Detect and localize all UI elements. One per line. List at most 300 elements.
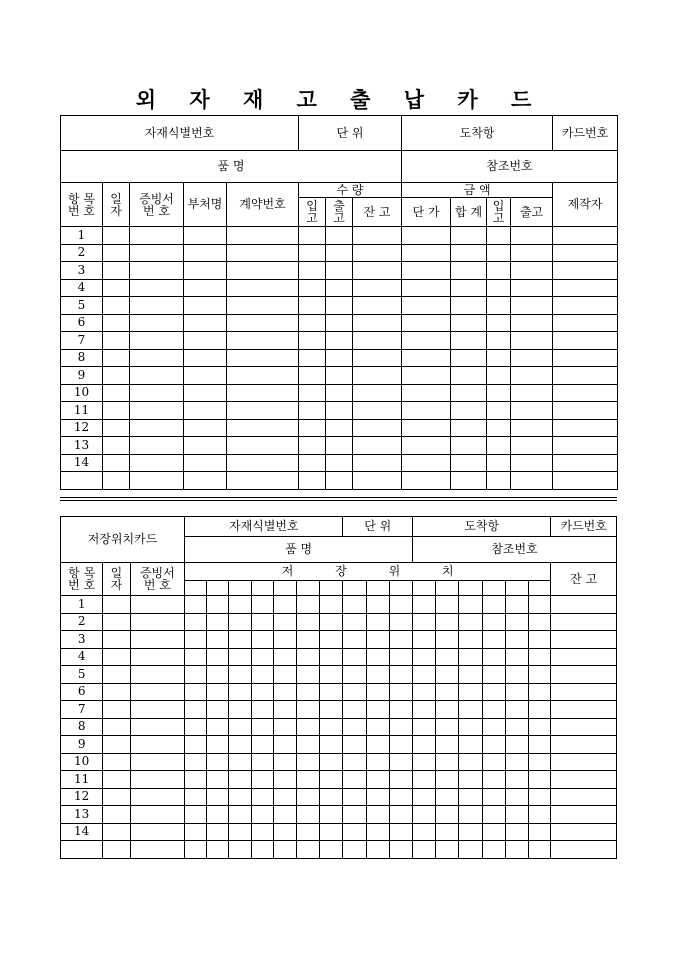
- entry-cell[interactable]: [402, 279, 451, 297]
- entry-cell[interactable]: [389, 718, 412, 736]
- entry-cell[interactable]: [130, 402, 184, 420]
- entry-cell[interactable]: [505, 788, 528, 806]
- entry-cell[interactable]: [130, 718, 184, 736]
- entry-cell[interactable]: [184, 227, 227, 245]
- entry-cell[interactable]: [436, 841, 459, 859]
- entry-cell[interactable]: [529, 823, 551, 841]
- entry-cell[interactable]: [482, 823, 505, 841]
- entry-cell[interactable]: [130, 823, 184, 841]
- entry-cell[interactable]: [207, 771, 229, 789]
- entry-cell[interactable]: [343, 701, 366, 719]
- entry-cell[interactable]: [487, 384, 511, 402]
- entry-cell[interactable]: [353, 244, 402, 262]
- entry-cell[interactable]: [511, 244, 553, 262]
- entry-cell[interactable]: [103, 384, 130, 402]
- entry-cell[interactable]: [505, 718, 528, 736]
- entry-cell[interactable]: [299, 367, 326, 385]
- entry-cell[interactable]: [451, 472, 487, 490]
- entry-cell[interactable]: [227, 244, 299, 262]
- entry-cell[interactable]: [297, 596, 320, 614]
- entry-cell[interactable]: [251, 841, 273, 859]
- entry-cell[interactable]: [184, 472, 227, 490]
- entry-cell[interactable]: [326, 227, 353, 245]
- entry-cell[interactable]: [389, 648, 412, 666]
- entry-cell[interactable]: [551, 841, 617, 859]
- entry-cell[interactable]: [487, 262, 511, 280]
- entry-cell[interactable]: [326, 402, 353, 420]
- entry-cell[interactable]: [451, 297, 487, 315]
- entry-cell[interactable]: [343, 771, 366, 789]
- entry-cell[interactable]: [413, 771, 436, 789]
- entry-cell[interactable]: [482, 753, 505, 771]
- entry-cell[interactable]: [185, 648, 207, 666]
- entry-cell[interactable]: [229, 648, 251, 666]
- entry-cell[interactable]: [320, 613, 343, 631]
- entry-cell[interactable]: [130, 753, 184, 771]
- entry-cell[interactable]: [185, 771, 207, 789]
- entry-cell[interactable]: [436, 736, 459, 754]
- entry-cell[interactable]: [402, 419, 451, 437]
- entry-cell[interactable]: [343, 683, 366, 701]
- entry-cell[interactable]: [459, 771, 482, 789]
- entry-cell[interactable]: [229, 841, 251, 859]
- entry-cell[interactable]: [343, 613, 366, 631]
- entry-cell[interactable]: [229, 666, 251, 684]
- entry-cell[interactable]: [251, 596, 273, 614]
- entry-cell[interactable]: [553, 279, 618, 297]
- entry-cell[interactable]: [320, 631, 343, 649]
- entry-cell[interactable]: [297, 788, 320, 806]
- entry-cell[interactable]: [451, 349, 487, 367]
- entry-cell[interactable]: [413, 666, 436, 684]
- entry-cell[interactable]: [103, 648, 130, 666]
- entry-cell[interactable]: [482, 701, 505, 719]
- entry-cell[interactable]: [529, 648, 551, 666]
- entry-cell[interactable]: [103, 227, 130, 245]
- entry-cell[interactable]: [130, 349, 184, 367]
- entry-cell[interactable]: [413, 631, 436, 649]
- entry-cell[interactable]: [227, 402, 299, 420]
- entry-cell[interactable]: [227, 454, 299, 472]
- entry-cell[interactable]: [185, 613, 207, 631]
- entry-cell[interactable]: [459, 788, 482, 806]
- entry-cell[interactable]: [353, 262, 402, 280]
- entry-cell[interactable]: [451, 402, 487, 420]
- entry-cell[interactable]: [299, 297, 326, 315]
- entry-cell[interactable]: [413, 736, 436, 754]
- entry-cell[interactable]: [273, 771, 296, 789]
- entry-cell[interactable]: [451, 314, 487, 332]
- entry-cell[interactable]: [103, 683, 130, 701]
- entry-cell[interactable]: [505, 613, 528, 631]
- entry-cell[interactable]: [459, 701, 482, 719]
- entry-cell[interactable]: [487, 454, 511, 472]
- entry-cell[interactable]: [451, 244, 487, 262]
- entry-cell[interactable]: [553, 349, 618, 367]
- entry-cell[interactable]: [185, 753, 207, 771]
- entry-cell[interactable]: [529, 806, 551, 824]
- entry-cell[interactable]: [505, 631, 528, 649]
- entry-cell[interactable]: [184, 419, 227, 437]
- entry-cell[interactable]: [553, 384, 618, 402]
- entry-cell[interactable]: [297, 631, 320, 649]
- entry-cell[interactable]: [227, 227, 299, 245]
- entry-cell[interactable]: [529, 841, 551, 859]
- entry-cell[interactable]: [326, 437, 353, 455]
- entry-cell[interactable]: [402, 367, 451, 385]
- entry-cell[interactable]: [482, 736, 505, 754]
- entry-cell[interactable]: [366, 753, 389, 771]
- entry-cell[interactable]: [251, 701, 273, 719]
- entry-cell[interactable]: [299, 244, 326, 262]
- entry-cell[interactable]: [487, 332, 511, 350]
- entry-cell[interactable]: [227, 384, 299, 402]
- entry-cell[interactable]: [353, 384, 402, 402]
- entry-cell[interactable]: [511, 227, 553, 245]
- entry-cell[interactable]: [402, 244, 451, 262]
- entry-cell[interactable]: [251, 666, 273, 684]
- entry-cell[interactable]: [487, 437, 511, 455]
- entry-cell[interactable]: [207, 683, 229, 701]
- entry-cell[interactable]: [103, 367, 130, 385]
- entry-cell[interactable]: [297, 613, 320, 631]
- entry-cell[interactable]: [185, 736, 207, 754]
- entry-cell[interactable]: [551, 753, 617, 771]
- entry-cell[interactable]: [459, 683, 482, 701]
- entry-cell[interactable]: [511, 297, 553, 315]
- entry-cell[interactable]: [103, 332, 130, 350]
- entry-cell[interactable]: [299, 437, 326, 455]
- entry-cell[interactable]: [320, 718, 343, 736]
- entry-cell[interactable]: [451, 262, 487, 280]
- entry-cell[interactable]: [297, 648, 320, 666]
- entry-cell[interactable]: [185, 806, 207, 824]
- entry-cell[interactable]: [482, 683, 505, 701]
- entry-cell[interactable]: [103, 718, 130, 736]
- entry-cell[interactable]: [227, 332, 299, 350]
- entry-cell[interactable]: [343, 841, 366, 859]
- entry-cell[interactable]: [511, 402, 553, 420]
- entry-cell[interactable]: [436, 718, 459, 736]
- entry-cell[interactable]: [436, 806, 459, 824]
- entry-cell[interactable]: [326, 332, 353, 350]
- entry-cell[interactable]: [551, 736, 617, 754]
- entry-cell[interactable]: [353, 454, 402, 472]
- entry-cell[interactable]: [273, 666, 296, 684]
- entry-cell[interactable]: [207, 736, 229, 754]
- entry-cell[interactable]: [130, 297, 184, 315]
- entry-cell[interactable]: [229, 753, 251, 771]
- entry-cell[interactable]: [273, 648, 296, 666]
- entry-cell[interactable]: [130, 771, 184, 789]
- entry-cell[interactable]: [459, 753, 482, 771]
- entry-cell[interactable]: [551, 788, 617, 806]
- entry-cell[interactable]: [227, 437, 299, 455]
- entry-cell[interactable]: [299, 402, 326, 420]
- entry-cell[interactable]: [402, 402, 451, 420]
- entry-cell[interactable]: [366, 648, 389, 666]
- entry-cell[interactable]: [103, 806, 130, 824]
- entry-cell[interactable]: [413, 701, 436, 719]
- entry-cell[interactable]: [366, 631, 389, 649]
- entry-cell[interactable]: [320, 736, 343, 754]
- entry-cell[interactable]: [326, 297, 353, 315]
- entry-cell[interactable]: [511, 454, 553, 472]
- entry-cell[interactable]: [529, 718, 551, 736]
- entry-cell[interactable]: [320, 666, 343, 684]
- entry-cell[interactable]: [273, 613, 296, 631]
- entry-cell[interactable]: [130, 648, 184, 666]
- entry-cell[interactable]: [511, 349, 553, 367]
- entry-cell[interactable]: [487, 402, 511, 420]
- entry-cell[interactable]: [130, 279, 184, 297]
- entry-cell[interactable]: [459, 806, 482, 824]
- entry-cell[interactable]: [413, 648, 436, 666]
- entry-cell[interactable]: [227, 349, 299, 367]
- entry-cell[interactable]: [326, 384, 353, 402]
- entry-cell[interactable]: [389, 841, 412, 859]
- entry-cell[interactable]: [130, 384, 184, 402]
- entry-cell[interactable]: [207, 823, 229, 841]
- entry-cell[interactable]: [436, 771, 459, 789]
- entry-cell[interactable]: [366, 841, 389, 859]
- entry-cell[interactable]: [273, 701, 296, 719]
- entry-cell[interactable]: [459, 648, 482, 666]
- entry-cell[interactable]: [103, 472, 130, 490]
- entry-cell[interactable]: [366, 736, 389, 754]
- entry-cell[interactable]: [299, 454, 326, 472]
- entry-cell[interactable]: [389, 666, 412, 684]
- entry-cell[interactable]: [436, 666, 459, 684]
- entry-cell[interactable]: [529, 736, 551, 754]
- entry-cell[interactable]: [251, 806, 273, 824]
- entry-cell[interactable]: [389, 753, 412, 771]
- entry-cell[interactable]: [402, 227, 451, 245]
- entry-cell[interactable]: [511, 419, 553, 437]
- entry-cell[interactable]: [184, 297, 227, 315]
- entry-cell[interactable]: [103, 666, 130, 684]
- entry-cell[interactable]: [402, 472, 451, 490]
- entry-cell[interactable]: [103, 753, 130, 771]
- entry-cell[interactable]: [553, 244, 618, 262]
- entry-cell[interactable]: [343, 596, 366, 614]
- entry-cell[interactable]: [487, 279, 511, 297]
- entry-cell[interactable]: [103, 262, 130, 280]
- entry-cell[interactable]: [366, 701, 389, 719]
- entry-cell[interactable]: [297, 806, 320, 824]
- entry-cell[interactable]: [343, 823, 366, 841]
- entry-cell[interactable]: [103, 841, 130, 859]
- entry-cell[interactable]: [487, 297, 511, 315]
- entry-cell[interactable]: [297, 841, 320, 859]
- entry-cell[interactable]: [273, 596, 296, 614]
- entry-cell[interactable]: [130, 841, 184, 859]
- entry-cell[interactable]: [529, 613, 551, 631]
- entry-cell[interactable]: [343, 753, 366, 771]
- entry-cell[interactable]: [482, 631, 505, 649]
- entry-cell[interactable]: [184, 262, 227, 280]
- entry-cell[interactable]: [297, 771, 320, 789]
- entry-cell[interactable]: [459, 666, 482, 684]
- entry-cell[interactable]: [389, 631, 412, 649]
- entry-cell[interactable]: [459, 613, 482, 631]
- entry-cell[interactable]: [103, 613, 130, 631]
- entry-cell[interactable]: [402, 314, 451, 332]
- entry-cell[interactable]: [553, 227, 618, 245]
- entry-cell[interactable]: [299, 472, 326, 490]
- entry-cell[interactable]: [482, 718, 505, 736]
- entry-cell[interactable]: [185, 631, 207, 649]
- entry-cell[interactable]: [511, 314, 553, 332]
- entry-cell[interactable]: [459, 841, 482, 859]
- entry-cell[interactable]: [389, 736, 412, 754]
- entry-cell[interactable]: [353, 349, 402, 367]
- entry-cell[interactable]: [551, 718, 617, 736]
- entry-cell[interactable]: [320, 806, 343, 824]
- entry-cell[interactable]: [299, 262, 326, 280]
- entry-cell[interactable]: [402, 297, 451, 315]
- entry-cell[interactable]: [207, 753, 229, 771]
- entry-cell[interactable]: [273, 631, 296, 649]
- entry-cell[interactable]: [505, 648, 528, 666]
- entry-cell[interactable]: [343, 631, 366, 649]
- entry-cell[interactable]: [103, 823, 130, 841]
- entry-cell[interactable]: [529, 771, 551, 789]
- entry-cell[interactable]: [413, 841, 436, 859]
- entry-cell[interactable]: [273, 788, 296, 806]
- entry-cell[interactable]: [366, 718, 389, 736]
- entry-cell[interactable]: [482, 613, 505, 631]
- entry-cell[interactable]: [229, 683, 251, 701]
- entry-cell[interactable]: [505, 806, 528, 824]
- entry-cell[interactable]: [529, 683, 551, 701]
- entry-cell[interactable]: [413, 596, 436, 614]
- entry-cell[interactable]: [553, 402, 618, 420]
- entry-cell[interactable]: [551, 701, 617, 719]
- entry-cell[interactable]: [229, 701, 251, 719]
- entry-cell[interactable]: [229, 788, 251, 806]
- entry-cell[interactable]: [297, 701, 320, 719]
- entry-cell[interactable]: [436, 753, 459, 771]
- entry-cell[interactable]: [185, 596, 207, 614]
- entry-cell[interactable]: [343, 666, 366, 684]
- entry-cell[interactable]: [299, 332, 326, 350]
- entry-cell[interactable]: [511, 472, 553, 490]
- entry-cell[interactable]: [207, 701, 229, 719]
- entry-cell[interactable]: [511, 384, 553, 402]
- entry-cell[interactable]: [353, 367, 402, 385]
- entry-cell[interactable]: [229, 806, 251, 824]
- entry-cell[interactable]: [130, 666, 184, 684]
- entry-cell[interactable]: [505, 736, 528, 754]
- entry-cell[interactable]: [436, 648, 459, 666]
- entry-cell[interactable]: [389, 701, 412, 719]
- entry-cell[interactable]: [103, 596, 130, 614]
- entry-cell[interactable]: [103, 279, 130, 297]
- entry-cell[interactable]: [326, 314, 353, 332]
- entry-cell[interactable]: [326, 262, 353, 280]
- entry-cell[interactable]: [297, 666, 320, 684]
- entry-cell[interactable]: [299, 227, 326, 245]
- entry-cell[interactable]: [482, 666, 505, 684]
- entry-cell[interactable]: [185, 701, 207, 719]
- entry-cell[interactable]: [103, 349, 130, 367]
- entry-cell[interactable]: [130, 454, 184, 472]
- entry-cell[interactable]: [553, 472, 618, 490]
- entry-cell[interactable]: [103, 244, 130, 262]
- entry-cell[interactable]: [185, 683, 207, 701]
- entry-cell[interactable]: [207, 806, 229, 824]
- entry-cell[interactable]: [130, 472, 184, 490]
- entry-cell[interactable]: [436, 596, 459, 614]
- entry-cell[interactable]: [227, 279, 299, 297]
- entry-cell[interactable]: [251, 648, 273, 666]
- entry-cell[interactable]: [353, 419, 402, 437]
- entry-cell[interactable]: [459, 631, 482, 649]
- entry-cell[interactable]: [551, 648, 617, 666]
- entry-cell[interactable]: [103, 736, 130, 754]
- entry-cell[interactable]: [320, 841, 343, 859]
- entry-cell[interactable]: [207, 631, 229, 649]
- entry-cell[interactable]: [103, 701, 130, 719]
- entry-cell[interactable]: [130, 701, 184, 719]
- entry-cell[interactable]: [130, 227, 184, 245]
- entry-cell[interactable]: [353, 279, 402, 297]
- entry-cell[interactable]: [459, 596, 482, 614]
- entry-cell[interactable]: [299, 419, 326, 437]
- entry-cell[interactable]: [297, 683, 320, 701]
- entry-cell[interactable]: [130, 806, 184, 824]
- entry-cell[interactable]: [326, 454, 353, 472]
- entry-cell[interactable]: [389, 788, 412, 806]
- entry-cell[interactable]: [207, 596, 229, 614]
- entry-cell[interactable]: [402, 384, 451, 402]
- entry-cell[interactable]: [436, 788, 459, 806]
- entry-cell[interactable]: [436, 683, 459, 701]
- entry-cell[interactable]: [229, 823, 251, 841]
- entry-cell[interactable]: [184, 437, 227, 455]
- entry-cell[interactable]: [482, 841, 505, 859]
- entry-cell[interactable]: [320, 701, 343, 719]
- entry-cell[interactable]: [402, 437, 451, 455]
- entry-cell[interactable]: [389, 806, 412, 824]
- entry-cell[interactable]: [487, 472, 511, 490]
- entry-cell[interactable]: [320, 596, 343, 614]
- entry-cell[interactable]: [487, 367, 511, 385]
- entry-cell[interactable]: [505, 596, 528, 614]
- entry-cell[interactable]: [343, 806, 366, 824]
- entry-cell[interactable]: [459, 823, 482, 841]
- entry-cell[interactable]: [130, 367, 184, 385]
- entry-cell[interactable]: [553, 419, 618, 437]
- entry-cell[interactable]: [251, 771, 273, 789]
- entry-cell[interactable]: [185, 718, 207, 736]
- entry-cell[interactable]: [353, 332, 402, 350]
- entry-cell[interactable]: [511, 279, 553, 297]
- entry-cell[interactable]: [353, 314, 402, 332]
- entry-cell[interactable]: [320, 648, 343, 666]
- entry-cell[interactable]: [511, 367, 553, 385]
- entry-cell[interactable]: [207, 841, 229, 859]
- entry-cell[interactable]: [402, 349, 451, 367]
- entry-cell[interactable]: [273, 806, 296, 824]
- entry-cell[interactable]: [251, 753, 273, 771]
- entry-cell[interactable]: [251, 683, 273, 701]
- entry-cell[interactable]: [529, 666, 551, 684]
- entry-cell[interactable]: [366, 596, 389, 614]
- entry-cell[interactable]: [551, 683, 617, 701]
- entry-cell[interactable]: [227, 472, 299, 490]
